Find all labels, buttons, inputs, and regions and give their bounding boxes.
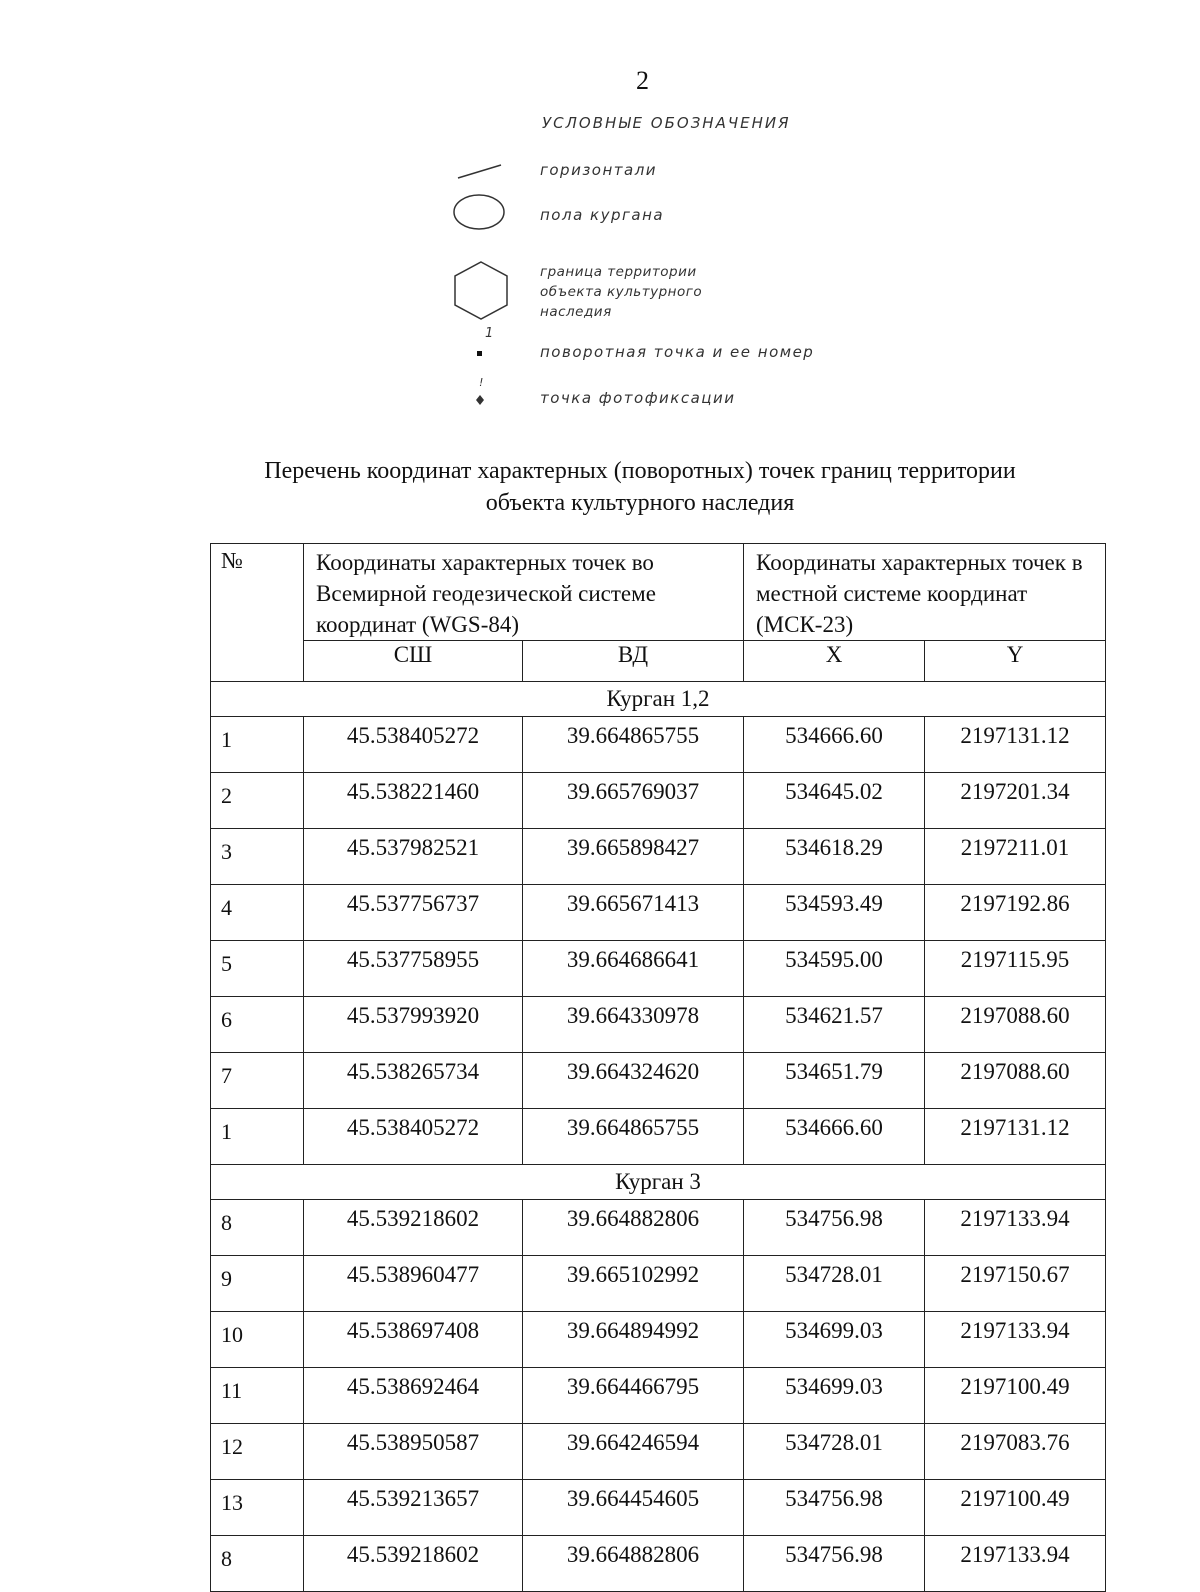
cell-longitude: 39.664466795 (523, 1368, 744, 1424)
table-row (211, 1424, 1106, 1480)
legend-label: пола кургана (540, 206, 665, 224)
section-title: Курган 3 (211, 1165, 1106, 1200)
cell-point-number: 13 (211, 1480, 304, 1536)
cell-x-coordinate: 534756.98 (744, 1480, 925, 1536)
legend-title: УСЛОВНЫЕ ОБОЗНАЧЕНИЯ (542, 114, 791, 132)
cell-y-coordinate: 2197088.60 (925, 1053, 1106, 1109)
cell-point-number: 1 (211, 1109, 304, 1165)
cell-point-number: 8 (211, 1536, 304, 1592)
cell-x-coordinate: 534618.29 (744, 829, 925, 885)
cell-point-number: 11 (211, 1368, 304, 1424)
cell-longitude: 39.664246594 (523, 1424, 744, 1480)
cell-x-coordinate: 534666.60 (744, 717, 925, 773)
cell-latitude: 45.537993920 (304, 997, 523, 1053)
cell-x-coordinate: 534645.02 (744, 773, 925, 829)
cell-point-number: 4 (211, 885, 304, 941)
cell-latitude: 45.538692464 (304, 1368, 523, 1424)
cell-latitude: 45.538960477 (304, 1256, 523, 1312)
legend-label: граница территории объекта культурного наследия (540, 264, 703, 320)
cell-y-coordinate: 2197192.86 (925, 885, 1106, 941)
cell-latitude: 45.538405272 (304, 717, 523, 773)
turning-point-icon (474, 348, 486, 360)
heading-line-1: Перечень координат характерных (поворотных) точек границ территории (264, 458, 1016, 484)
cell-point-number: 8 (211, 1200, 304, 1256)
table-row (211, 1312, 1106, 1368)
cell-y-coordinate: 2197133.94 (925, 1312, 1106, 1368)
cell-longitude: 39.664686641 (523, 941, 744, 997)
cell-latitude: 45.538265734 (304, 1053, 523, 1109)
cell-x-coordinate: 534595.00 (744, 941, 925, 997)
cell-latitude: 45.538950587 (304, 1424, 523, 1480)
coordinates-table (210, 543, 1106, 1592)
photo-point-marker: ! (479, 376, 484, 389)
cell-x-coordinate: 534756.98 (744, 1200, 925, 1256)
table-row (211, 1109, 1106, 1165)
cell-point-number: 5 (211, 941, 304, 997)
table-row (211, 829, 1106, 885)
table-row (211, 1053, 1106, 1109)
table-row (211, 1368, 1106, 1424)
cell-longitude: 39.665102992 (523, 1256, 744, 1312)
cell-latitude: 45.537982521 (304, 829, 523, 885)
cell-y-coordinate: 2197150.67 (925, 1256, 1106, 1312)
cell-y-coordinate: 2197088.60 (925, 997, 1106, 1053)
cell-point-number: 3 (211, 829, 304, 885)
cell-latitude: 45.537756737 (304, 885, 523, 941)
cell-latitude: 45.539218602 (304, 1200, 523, 1256)
cell-longitude: 39.664330978 (523, 997, 744, 1053)
section-row (211, 682, 1106, 717)
cell-longitude: 39.664324620 (523, 1053, 744, 1109)
cell-y-coordinate: 2197100.49 (925, 1368, 1106, 1424)
table-row (211, 1480, 1106, 1536)
cell-point-number: 6 (211, 997, 304, 1053)
cell-latitude: 45.538697408 (304, 1312, 523, 1368)
page-number: 2 (636, 66, 649, 95)
column-header-longitude: ВД (523, 641, 744, 682)
cell-point-number: 9 (211, 1256, 304, 1312)
cell-longitude: 39.664894992 (523, 1312, 744, 1368)
cell-y-coordinate: 2197131.12 (925, 717, 1106, 773)
column-group-msk23: Координаты характерных точек в местной системе координат (МСК-23) (744, 544, 1106, 641)
cell-longitude: 39.664454605 (523, 1480, 744, 1536)
cell-longitude: 39.664882806 (523, 1536, 744, 1592)
table-body (211, 682, 1106, 1592)
photo-point-icon (474, 394, 486, 406)
table-row (211, 885, 1106, 941)
cell-latitude: 45.539218602 (304, 1536, 523, 1592)
cell-y-coordinate: 2197100.49 (925, 1480, 1106, 1536)
cell-longitude: 39.665769037 (523, 773, 744, 829)
cell-longitude: 39.665671413 (523, 885, 744, 941)
cell-y-coordinate: 2197211.01 (925, 829, 1106, 885)
cell-point-number: 7 (211, 1053, 304, 1109)
hexagon-icon (448, 258, 514, 324)
cell-point-number: 1 (211, 717, 304, 773)
cell-x-coordinate: 534756.98 (744, 1536, 925, 1592)
cell-x-coordinate: 534699.03 (744, 1368, 925, 1424)
cell-x-coordinate: 534666.60 (744, 1109, 925, 1165)
section-row (211, 1165, 1106, 1200)
column-header-number: № (211, 544, 304, 682)
cell-y-coordinate: 2197201.34 (925, 773, 1106, 829)
table-row (211, 1200, 1106, 1256)
cell-x-coordinate: 534728.01 (744, 1424, 925, 1480)
cell-longitude: 39.664865755 (523, 1109, 744, 1165)
cell-latitude: 45.539213657 (304, 1480, 523, 1536)
legend-label: поворотная точка и ее номер (540, 343, 815, 361)
table-row (211, 1536, 1106, 1592)
ellipse-icon (450, 192, 510, 232)
legend-label: горизонтали (540, 161, 658, 179)
cell-y-coordinate: 2197131.12 (925, 1109, 1106, 1165)
cell-y-coordinate: 2197115.95 (925, 941, 1106, 997)
table-row (211, 717, 1106, 773)
cell-y-coordinate: 2197133.94 (925, 1200, 1106, 1256)
cell-y-coordinate: 2197083.76 (925, 1424, 1106, 1480)
contour-line-icon (455, 162, 505, 182)
cell-latitude: 45.538221460 (304, 773, 523, 829)
cell-longitude: 39.664865755 (523, 717, 744, 773)
legend (440, 110, 900, 420)
cell-y-coordinate: 2197133.94 (925, 1536, 1106, 1592)
cell-point-number: 12 (211, 1424, 304, 1480)
cell-x-coordinate: 534621.57 (744, 997, 925, 1053)
cell-latitude: 45.538405272 (304, 1109, 523, 1165)
column-header-y: Y (925, 641, 1106, 682)
cell-x-coordinate: 534699.03 (744, 1312, 925, 1368)
table-row (211, 773, 1106, 829)
cell-x-coordinate: 534651.79 (744, 1053, 925, 1109)
column-header-latitude: СШ (304, 641, 523, 682)
table-row (211, 941, 1106, 997)
cell-longitude: 39.664882806 (523, 1200, 744, 1256)
cell-longitude: 39.665898427 (523, 829, 744, 885)
turning-point-marker: 1 (485, 326, 494, 341)
section-title: Курган 1,2 (211, 682, 1106, 717)
document-heading (190, 455, 1090, 519)
legend-label: точка фотофиксации (540, 389, 736, 407)
cell-point-number: 10 (211, 1312, 304, 1368)
cell-point-number: 2 (211, 773, 304, 829)
cell-x-coordinate: 534728.01 (744, 1256, 925, 1312)
cell-latitude: 45.537758955 (304, 941, 523, 997)
heading-line-2: объекта культурного наследия (485, 490, 795, 516)
table-row (211, 997, 1106, 1053)
column-header-x: X (744, 641, 925, 682)
column-group-wgs84: Координаты характерных точек во Всемирной геодезической системе координат (WGS-84) (304, 544, 744, 641)
table-row (211, 1256, 1106, 1312)
cell-x-coordinate: 534593.49 (744, 885, 925, 941)
